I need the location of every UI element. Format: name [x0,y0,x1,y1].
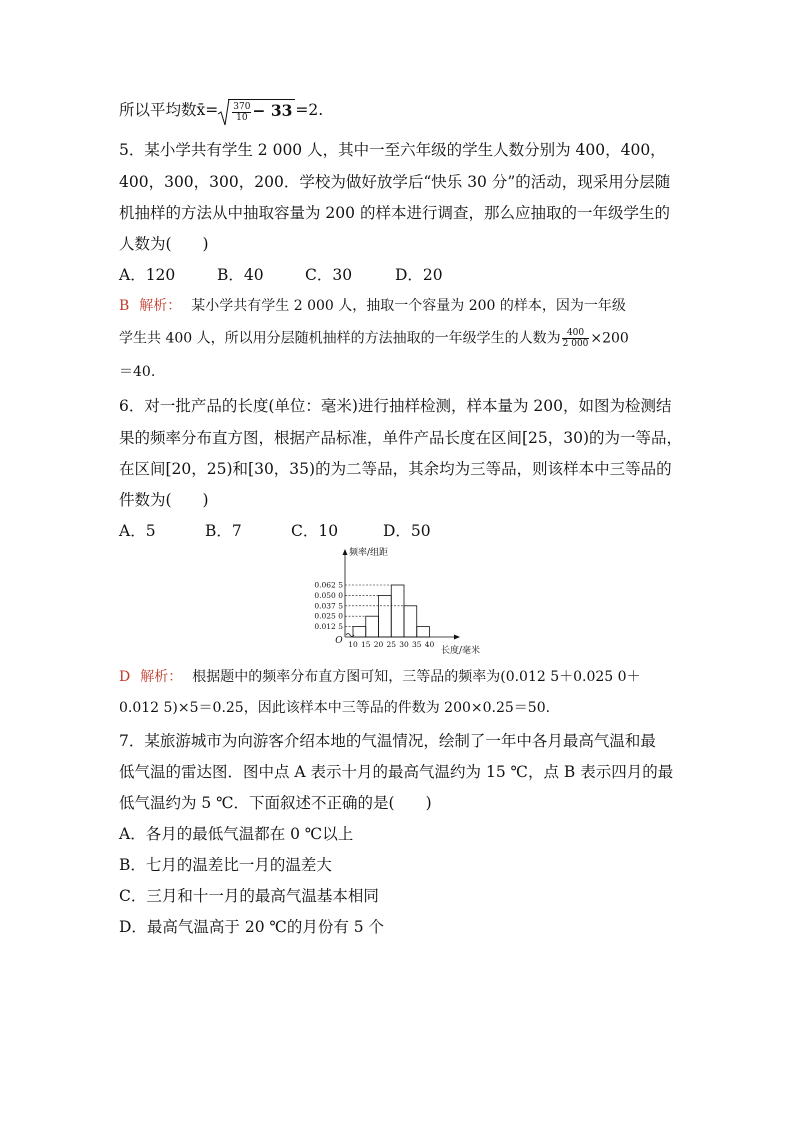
x-axis-label: 长度/毫米 [441,646,481,656]
histogram-bar [353,627,366,637]
q4-prefix: 所以平均数 [119,100,197,119]
histogram-bar [391,585,404,637]
x-tick-label: 10 [348,640,358,649]
q7-line-3: 低气温约为 5 ℃．下面叙述不正确的是( ) [119,794,432,812]
q5-line-1: 5．某小学共有学生 2 000 人，其中一至六年级的学生人数分别为 400，400， [119,141,666,159]
y-tick-label: 0.050 0 [314,590,343,600]
q4-eq: = [205,100,219,119]
histogram-bar [379,595,392,637]
y-tick-label: 0.062 5 [314,580,343,590]
q6-line-4: 件数为( ) [119,491,209,509]
q5-solution-text-2b: ×200 [590,330,629,347]
q5-sol-frac-den: 2 000 [562,339,589,349]
x-tick-label: 40 [424,640,435,649]
histogram-bar [366,616,379,637]
q5-option-b: B．40 [217,266,264,284]
q5-line-4: 人数为( ) [119,235,209,253]
sqrt-sign-icon [218,97,230,127]
q4-xbar: x̄ [196,100,206,119]
q5-solution-fraction [562,328,590,349]
q7-option-a: A．各月的最低气温都在 0 ℃以上 [119,825,354,843]
q6-option-a: A．5 [119,522,156,540]
histogram-bar [404,606,417,637]
q6-solution-tag: 解析： [140,669,183,685]
x-tick-label: 15 [360,640,371,649]
x-axis-arrow-icon [454,635,460,640]
q5-answer: B [119,298,130,314]
y-tick-label: 0.025 0 [314,611,343,621]
q5-option-d: D．20 [395,266,443,284]
x-tick-label: 20 [373,640,384,649]
q5-solution-tag: 解析： [139,298,182,314]
q6-solution-line-2: 0.012 5)×5＝0.25，因此该样本中三等品的件数为 200×0.25＝50. [119,700,551,716]
q6-line-1: 6．对一批产品的长度(单位：毫米)进行抽样检测，样本量为 200，如图为检测结 [119,397,672,415]
q5-solution-line-1 [119,296,626,316]
q4-frac-num: 370 [233,101,251,112]
q5-line-3: 机抽样的方法从中抽取容量为 200 的样本进行调查，那么应抽取的一年级学生的 [119,204,670,222]
q5-option-c: C．30 [305,266,353,284]
origin-label: O [335,636,343,646]
q5-solution-text-2a: 学生共 400 人，所以用分层随机抽样的方法抽取的一年级学生的人数为 [119,330,561,347]
q5-solution-text-1: 某小学共有学生 2 000 人，抽取一个容量为 200 的样本，因为一年级 [191,298,626,314]
y-axis-label: 频率/组距 [349,548,389,558]
x-tick-label: 30 [399,640,409,649]
q4-fraction [232,102,251,123]
q7-option-b: B．七月的温差比一月的温差大 [119,856,332,874]
q4-minus-part: − 33 [252,101,293,120]
q4-result: =2. [295,100,324,119]
x-tick-label: 25 [386,640,397,649]
x-tick-label: 35 [411,640,422,649]
q4-sqrt [218,99,295,123]
q6-answer: D [119,669,131,685]
y-tick-label: 0.012 5 [314,622,343,632]
q6-solution-text-1: 根据题中的频率分布直方图可知，三等品的频率为(0.012 5＋0.025 0＋ [192,669,641,685]
frequency-histogram [300,545,481,657]
q7-line-2: 低气温的雷达图．图中点 A 表示十月的最高气温约为 15 ℃，点 B 表示四月的最 [119,763,674,781]
q6-option-b: B．7 [205,522,242,540]
q7-line-1: 7．某旅游城市为向游客介绍本地的气温情况，绘制了一年中各月最高气温和最 [119,732,656,750]
q4-frac-den: 10 [236,112,248,123]
q5-line-2: 400，300，300，200．学校为做好放学后“快乐 30 分”的活动，现采用分层随 [119,173,671,191]
q6-line-3: 在区间[20，25)和[30，35)的为二等品，其余均为三等品，则该样本中三等品的 [119,460,672,478]
q7-option-d: D．最高气温高于 20 ℃的月份有 5 个 [119,918,385,936]
y-tick-label: 0.037 5 [314,601,343,611]
q6-options [119,521,431,541]
y-axis-arrow-icon [343,549,348,555]
q5-solution-line-2 [119,328,629,349]
q6-option-d: D．50 [383,522,431,540]
q4-average-line [119,99,323,123]
q6-option-c: C．10 [291,522,339,540]
q5-sol-frac-num: 400 [562,328,590,339]
q6-line-2: 果的频率分布直方图，根据产品标准，单件产品长度在区间[25，30)的为一等品， [119,429,683,447]
histogram-bar [417,627,430,637]
q7-option-c: C．三月和十一月的最高气温基本相同 [119,887,379,905]
q5-option-a: A．120 [119,266,176,284]
q6-solution-line-1 [119,667,641,687]
q5-options [119,265,443,285]
q5-solution-line-3: ＝40. [119,364,156,380]
